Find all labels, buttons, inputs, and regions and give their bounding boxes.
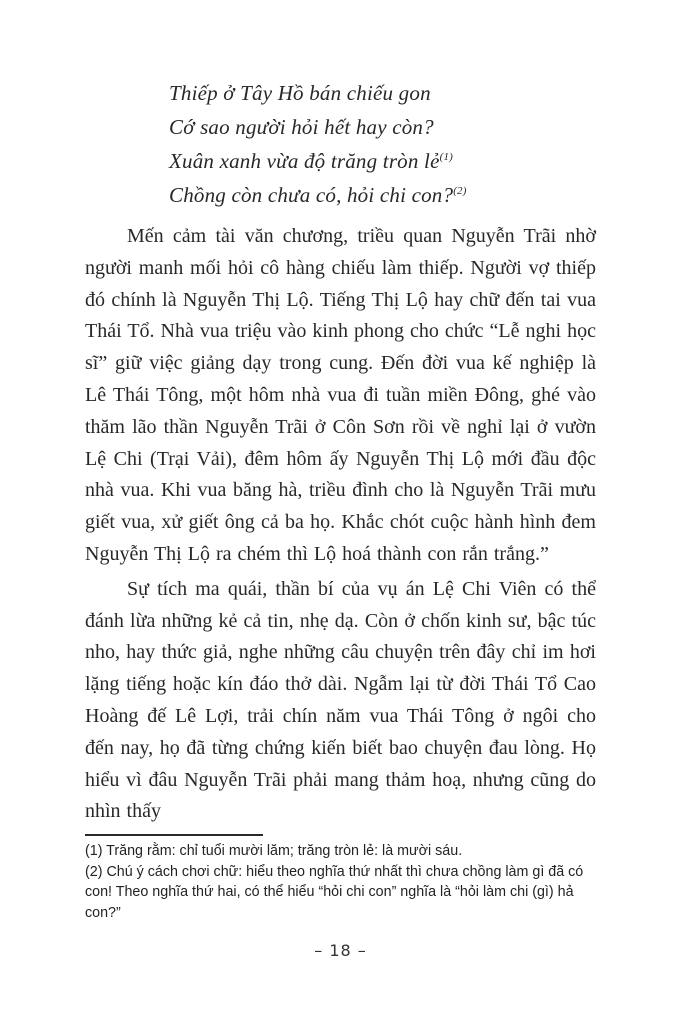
footnote: (1) Trăng rằm: chỉ tuổi mười lăm; trăng tròn lẻ: là mười sáu. bbox=[85, 843, 463, 859]
poem-line-text: Xuân xanh vừa độ trăng tròn lẻ bbox=[169, 149, 440, 173]
footnote: (2) Chú ý cách chơi chữ: hiểu theo nghĩa thứ nhất thì chưa chồng làm gì đã có con! Theo nghĩa thứ hai, có thể hiểu “hỏi chi con” nghĩa là “hỏi làm chi (gì) hả con?” bbox=[85, 863, 584, 921]
poem-line-text: Chồng còn chưa có, hỏi chi con? bbox=[169, 183, 454, 207]
page-number: – 18 – bbox=[314, 941, 367, 960]
poem-line-text: Cớ sao người hỏi hết hay còn? bbox=[169, 115, 434, 139]
poem-line bbox=[169, 110, 596, 144]
footnote-marker: (1) bbox=[439, 151, 454, 163]
footnote-marker: (2) bbox=[453, 185, 467, 197]
poem-line-text: Thiếp ở Tây Hồ bán chiếu gon bbox=[169, 81, 431, 105]
footnote-separator bbox=[85, 834, 263, 836]
poem-block bbox=[169, 76, 596, 212]
body-paragraph: Mến cảm tài văn chương, triều quan Nguyễn Trãi nhờ người manh mối hỏi cô hàng chiếu làm thiếp. Người vợ thiếp đó chính là Nguyễn Thị Lộ. Tiếng Thị Lộ hay chữ đến tai vua Thái Tổ. Nhà vua triệu vào kinh phong cho chức “Lễ nghi học sĩ” giữ việc giảng dạy trong cung. Đến đời vua kế nghiệp là Lê Thái Tông, một hôm nhà vua đi tuần miền Đông, ghé vào thăm lão thần Nguyễn Trãi ở Côn Sơn rồi về nghỉ lại ở vườn Lệ Chi (Trại Vải), đêm hôm ấy Nguyễn Thị Lộ mới đầu độc nhà vua. Khi vua băng hà, triều đình cho là Nguyễn Trãi mưu giết vua, xử giết ông cả ba họ. Khắc chót cuộc hành hình đem Nguyễn Thị Lộ ra chém thì Lộ hoá thành con rắn trắng.” bbox=[85, 225, 596, 565]
poem-line bbox=[169, 144, 596, 178]
body-paragraph: Sự tích ma quái, thần bí của vụ án Lệ Chi Viên có thể đánh lừa những kẻ cả tin, nhẹ dạ. Còn ở chốn kinh sư, bậc túc nho, hay thức giả, nghe những câu chuyện trên đây chỉ im hơi lặng tiếng hoặc kín đáo thở dài. Ngẫm lại từ đời Thái Tổ Cao Hoàng đế Lê Lợi, trải chín năm vua Thái Tông ở ngôi cho đến nay, họ đã từng chứng kiến biết bao chuyện đau lòng. Họ hiểu vì đâu Nguyễn Trãi phải mang thảm hoạ, nhưng cũng do nhìn thấy bbox=[85, 577, 596, 823]
poem-line bbox=[169, 178, 596, 212]
footnotes-section bbox=[85, 834, 597, 923]
poem-line bbox=[169, 76, 596, 110]
